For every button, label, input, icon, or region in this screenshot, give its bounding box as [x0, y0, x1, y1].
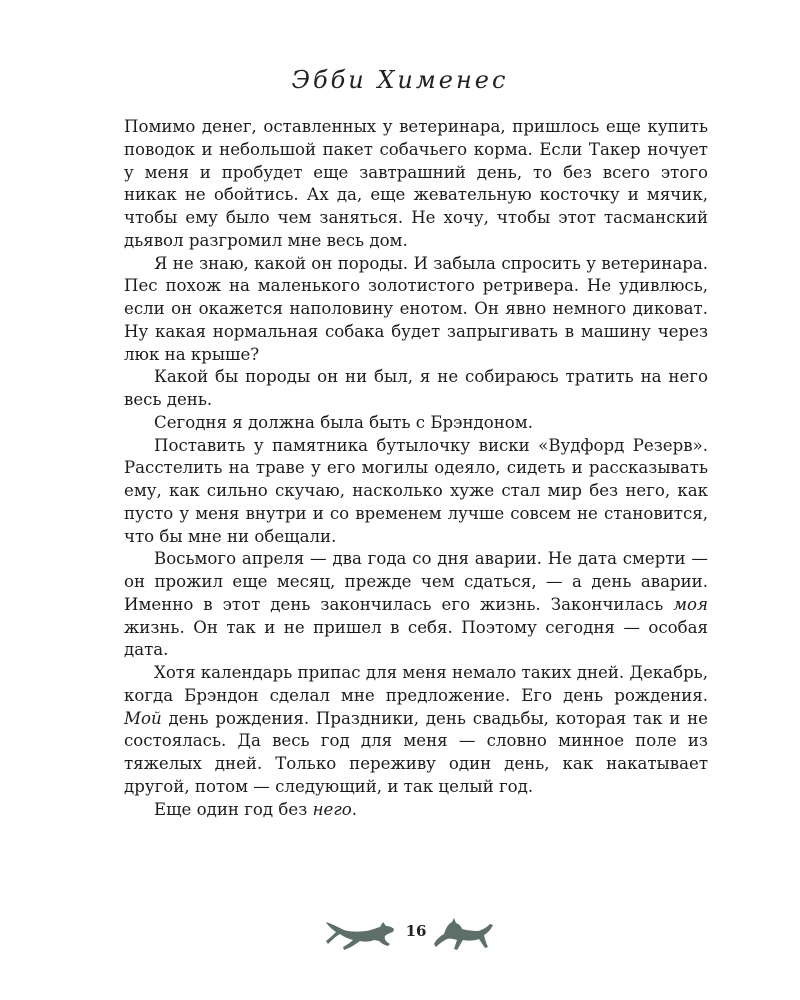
paragraph-7-after: день рождения. Праздники, день свадьбы, которая так и не состоялась. Да весь год для меня — словно минное поле из тяжелых дней. Только переживу один день, как накатывает другой, потом — следующий, и так целый год.: [124, 708, 708, 796]
paragraph-6-emphasis: моя: [673, 594, 708, 614]
paragraph-8-before: Еще один год без: [154, 799, 313, 819]
paragraph-2: Я не знаю, какой он породы. И забыла спросить у ветеринара. Пес похож на маленького золотистого ретривера. Не удивлюсь, если он окажется наполовину енотом. Он явно немного диковат. Ну какая нормальная собака будет запрыгивать в машину через люк на крыше?: [124, 253, 708, 364]
paragraph-8: [124, 799, 708, 822]
paragraph-4: Сегодня я должна была быть с Брэндоном.: [154, 412, 533, 432]
body-text: [124, 116, 708, 821]
paragraph-3: Какой бы породы он ни был, я не собираюсь тратить на него весь день.: [124, 367, 708, 409]
paragraph-8-emphasis: него: [312, 799, 352, 819]
page-number: 16: [405, 922, 427, 940]
paragraph-1: Помимо денег, оставленных у ветеринара, пришлось еще купить поводок и небольшой пакет собачьего корма. Если Такер ночует у меня и пробудет еще завтрашний день, то без всего этого никак не обойтись. Ах да, еще жевательную косточку и мячик, чтобы ему было чем заняться. Не хочу, чтобы этот тасманский дьявол разгромил мне весь дом.: [124, 117, 708, 250]
paragraph-5: Поставить у памятника бутылочку виски «Вудфорд Резерв». Расстелить на траве у его могилы одеяло, сидеть и рассказывать ему, как сильно скучаю, насколько хуже стал мир без него, как пусто у меня внутри и со временем лучше совсем не становится, что бы мне ни обещали.: [124, 435, 708, 546]
page-footer: [0, 910, 800, 960]
paragraph-7-emphasis: Мой: [124, 708, 162, 728]
paragraph-7-before: Хотя календарь припас для меня немало таких дней. Декабрь, когда Брэндон сделал мне предложение. Его день рождения.: [124, 663, 708, 705]
paragraph-8-after: .: [351, 799, 357, 819]
dog-silhouette-left-icon: [324, 914, 396, 954]
running-head-author: Эбби Хименес: [291, 66, 509, 94]
paragraph-6-after: жизнь. Он так и не пришел в себя. Поэтому сегодня — особая дата.: [124, 617, 708, 660]
dog-silhouette-right-icon: [432, 914, 496, 954]
paragraph-6-before: Восьмого апреля — два года со дня аварии. Не дата смерти — он прожил еще месяц, прежде чем сдаться, — а день аварии. Именно в этот день закончилась его жизнь. Закончилась: [124, 549, 708, 614]
paragraph-6: [124, 548, 708, 662]
paragraph-7: [124, 662, 708, 799]
